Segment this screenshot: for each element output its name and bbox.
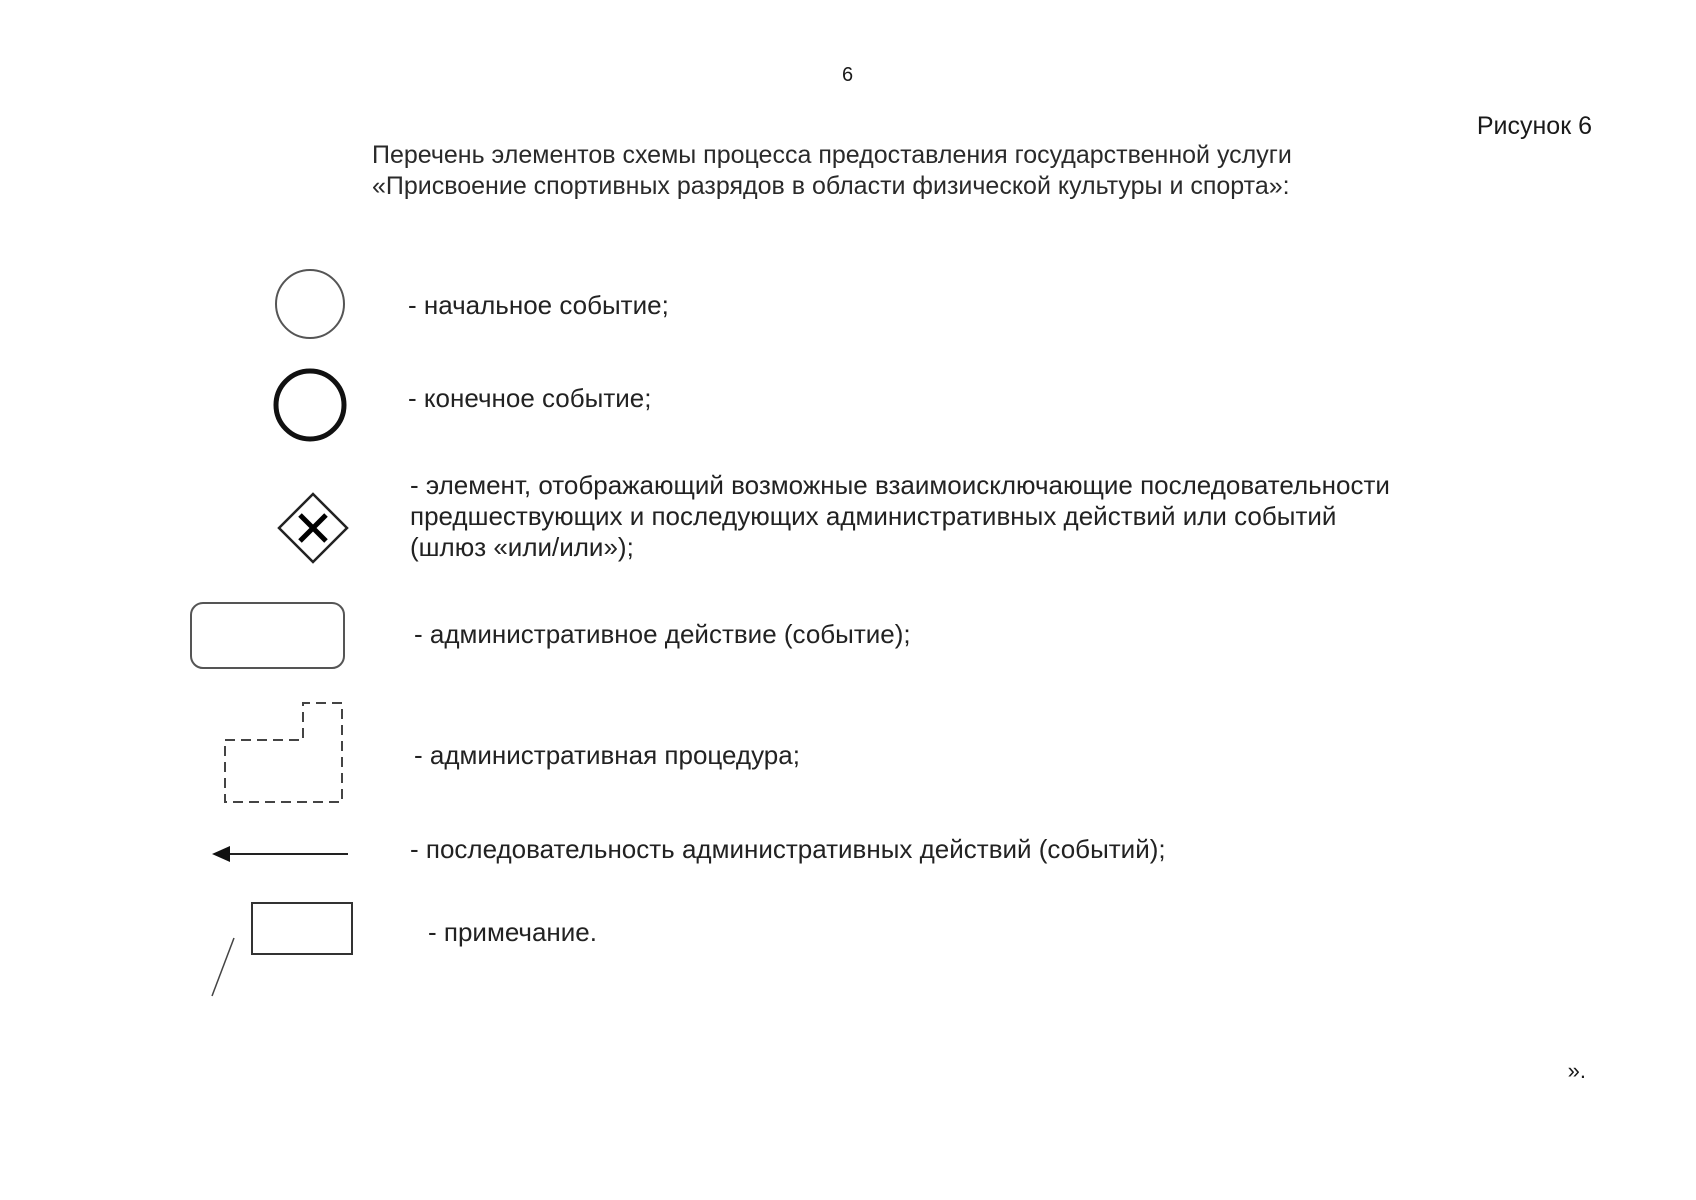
closing-quote-mark: ». xyxy=(1567,1058,1586,1083)
legend-gateway xyxy=(410,470,1390,563)
exclusive-gateway-icon xyxy=(276,491,350,565)
dashed-procedure-icon xyxy=(222,700,348,806)
page-number: 6 xyxy=(841,64,855,86)
legend-gateway-line-3: (шлюз «или/или»); xyxy=(410,532,634,562)
rounded-rectangle-icon xyxy=(188,600,348,672)
legend-heading-line-1: Перечень элементов схемы процесса предоставления государственной услуги xyxy=(372,141,1292,169)
legend-action: - административное действие (событие); xyxy=(414,619,911,649)
legend-end-event: - конечное событие; xyxy=(408,383,652,413)
legend-gateway-line-1: - элемент, отображающий возможные взаимоисключающие последовательности xyxy=(410,470,1390,500)
annotation-icon xyxy=(208,900,358,1000)
legend-heading-line-2: «Присвоение спортивных разрядов в области физической культуры и спорта»: xyxy=(372,172,1290,200)
legend-note: - примечание. xyxy=(428,917,597,947)
thin-circle-icon xyxy=(272,266,348,342)
legend-start-event: - начальное событие; xyxy=(408,290,669,320)
legend-gateway-line-2: предшествующих и последующих административных действий или событий xyxy=(410,501,1337,531)
left-arrow-icon xyxy=(210,842,350,866)
figure-label: Рисунок 6 xyxy=(1476,112,1592,140)
legend-heading xyxy=(372,140,1292,202)
legend-procedure: - административная процедура; xyxy=(414,740,800,770)
legend-sequence: - последовательность административных действий (событий); xyxy=(410,834,1166,864)
bold-circle-icon xyxy=(270,365,350,445)
